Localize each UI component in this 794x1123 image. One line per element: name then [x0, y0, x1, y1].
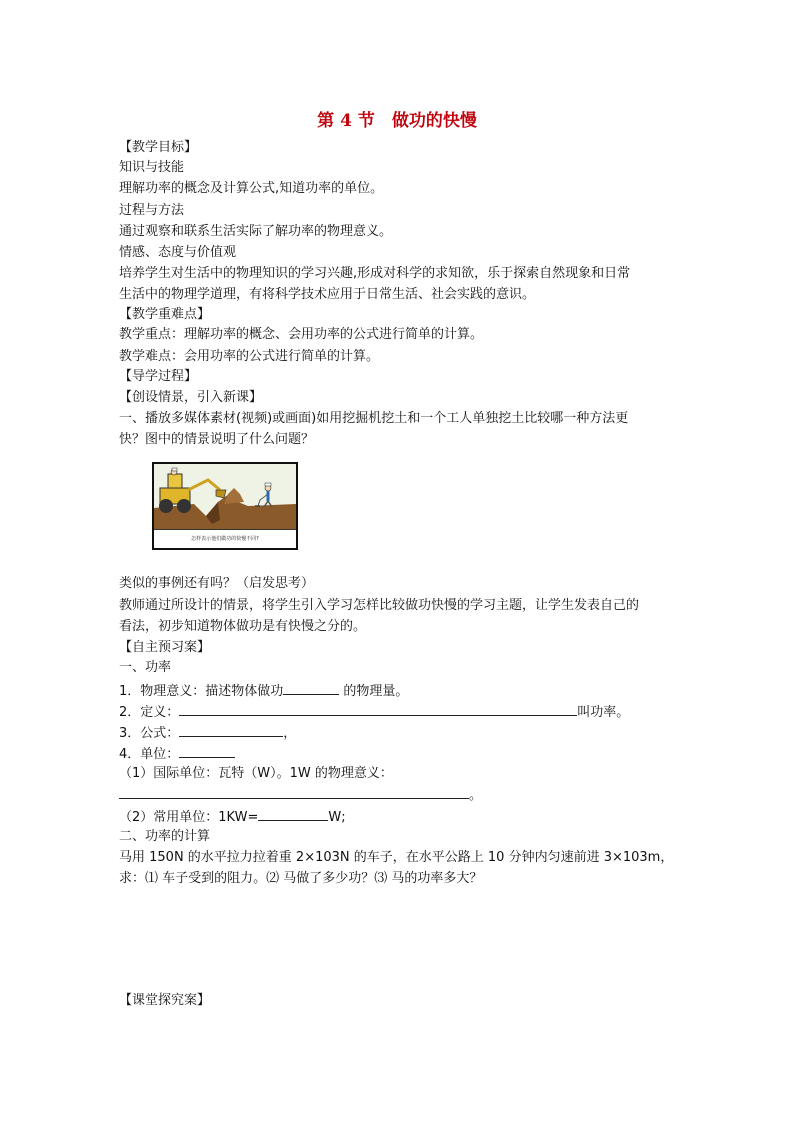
blank-watt-meaning[interactable]: [119, 786, 469, 799]
problem-text-1: 马用 150N 的水平拉力拉着重 2×103N 的车子，在水平公路上 10 分钟内匀速前进 3×103m，: [119, 850, 674, 865]
emotion-text-1: 培养学生对生活中的物理知识的学习兴趣,形成对科学的求知欲，乐于探索自然现象和日常: [119, 266, 631, 281]
item1-suffix: 的物理量。: [339, 684, 409, 699]
figure-caption: 怎样表示他们做功的快慢不同?: [154, 529, 296, 548]
item-formula: [119, 724, 296, 742]
emotion-text-2: 生活中的物理学道理，有将科学技术应用于日常生活、社会实践的意识。: [119, 287, 536, 302]
scenario-question-1: 一、播放多媒体素材(视频)或画面)如用挖掘机挖土和一个工人单独挖土比较哪一种方法更: [119, 411, 629, 426]
section-title: 第 4 节 做功的快慢: [317, 111, 477, 131]
power-header: 一、功率: [119, 660, 172, 675]
knowledge-text: 理解功率的概念及计算公式,知道功率的单位。: [119, 181, 384, 196]
process-header: 过程与方法: [119, 203, 185, 218]
blank-meaning[interactable]: [283, 682, 339, 695]
key-header: 【教学重难点】: [119, 307, 211, 322]
item2-label: 2．定义：: [119, 705, 180, 720]
process-text: 通过观察和联系生活实际了解功率的物理意义。: [119, 224, 393, 239]
scenario-header: 【创设情景，引入新课】: [119, 390, 263, 405]
blank-kw[interactable]: [258, 808, 328, 821]
sub1-end: 。: [469, 788, 483, 803]
key-point: 教学重点：理解功率的概念、会用功率的公式进行简单的计算。: [119, 327, 484, 342]
item3-suffix: ，: [283, 726, 297, 741]
item1-label: 1．物理意义：描述物体做功: [119, 684, 284, 699]
teacher-text-1: 教师通过所设计的情景，将学生引入学习怎样比较做功快慢的学习主题，让学生发表自己的: [119, 598, 640, 613]
scenario-question-2: 快？图中的情景说明了什么问题？: [119, 432, 315, 447]
sub-international-answer: [119, 786, 482, 804]
goals-header: 【教学目标】: [119, 140, 198, 155]
preview-header: 【自主预习案】: [119, 640, 211, 655]
similar-examples: 类似的事例还有吗？（启发思考）: [119, 576, 315, 591]
item3-label: 3．公式：: [119, 726, 180, 741]
calc-header: 二、功率的计算: [119, 829, 211, 844]
teacher-text-2: 看法，初步知道物体做功是有快慢之分的。: [119, 619, 367, 634]
excavator-illustration: [152, 462, 298, 550]
blank-unit[interactable]: [179, 745, 235, 758]
blank-definition[interactable]: [179, 703, 577, 716]
explore-header: 【课堂探究案】: [119, 993, 211, 1008]
sub-international-unit: （1）国际单位：瓦特（W）。1W 的物理意义：: [119, 766, 393, 781]
emotion-header: 情感、态度与价值观: [119, 245, 237, 260]
blank-formula[interactable]: [179, 724, 283, 737]
item-definition: [119, 703, 629, 721]
guide-header: 【导学过程】: [119, 369, 198, 384]
item4-label: 4．单位：: [119, 747, 180, 762]
problem-text-2: 求：⑴ 车子受到的阻力。⑵ 马做了多少功？⑶ 马的功率多大？: [119, 871, 483, 886]
item-unit: [119, 745, 235, 763]
sub-common-unit: [119, 808, 346, 826]
item-physical-meaning: [119, 682, 408, 700]
difficult-point: 教学难点：会用功率的公式进行简单的计算。: [119, 349, 380, 364]
knowledge-header: 知识与技能: [119, 160, 185, 175]
sub2-suffix: W;: [328, 810, 346, 825]
item2-suffix: 叫功率。: [577, 705, 630, 720]
sub2-label: （2）常用单位：1KW=: [119, 810, 259, 825]
excavator-scene-graphic: [154, 464, 296, 530]
